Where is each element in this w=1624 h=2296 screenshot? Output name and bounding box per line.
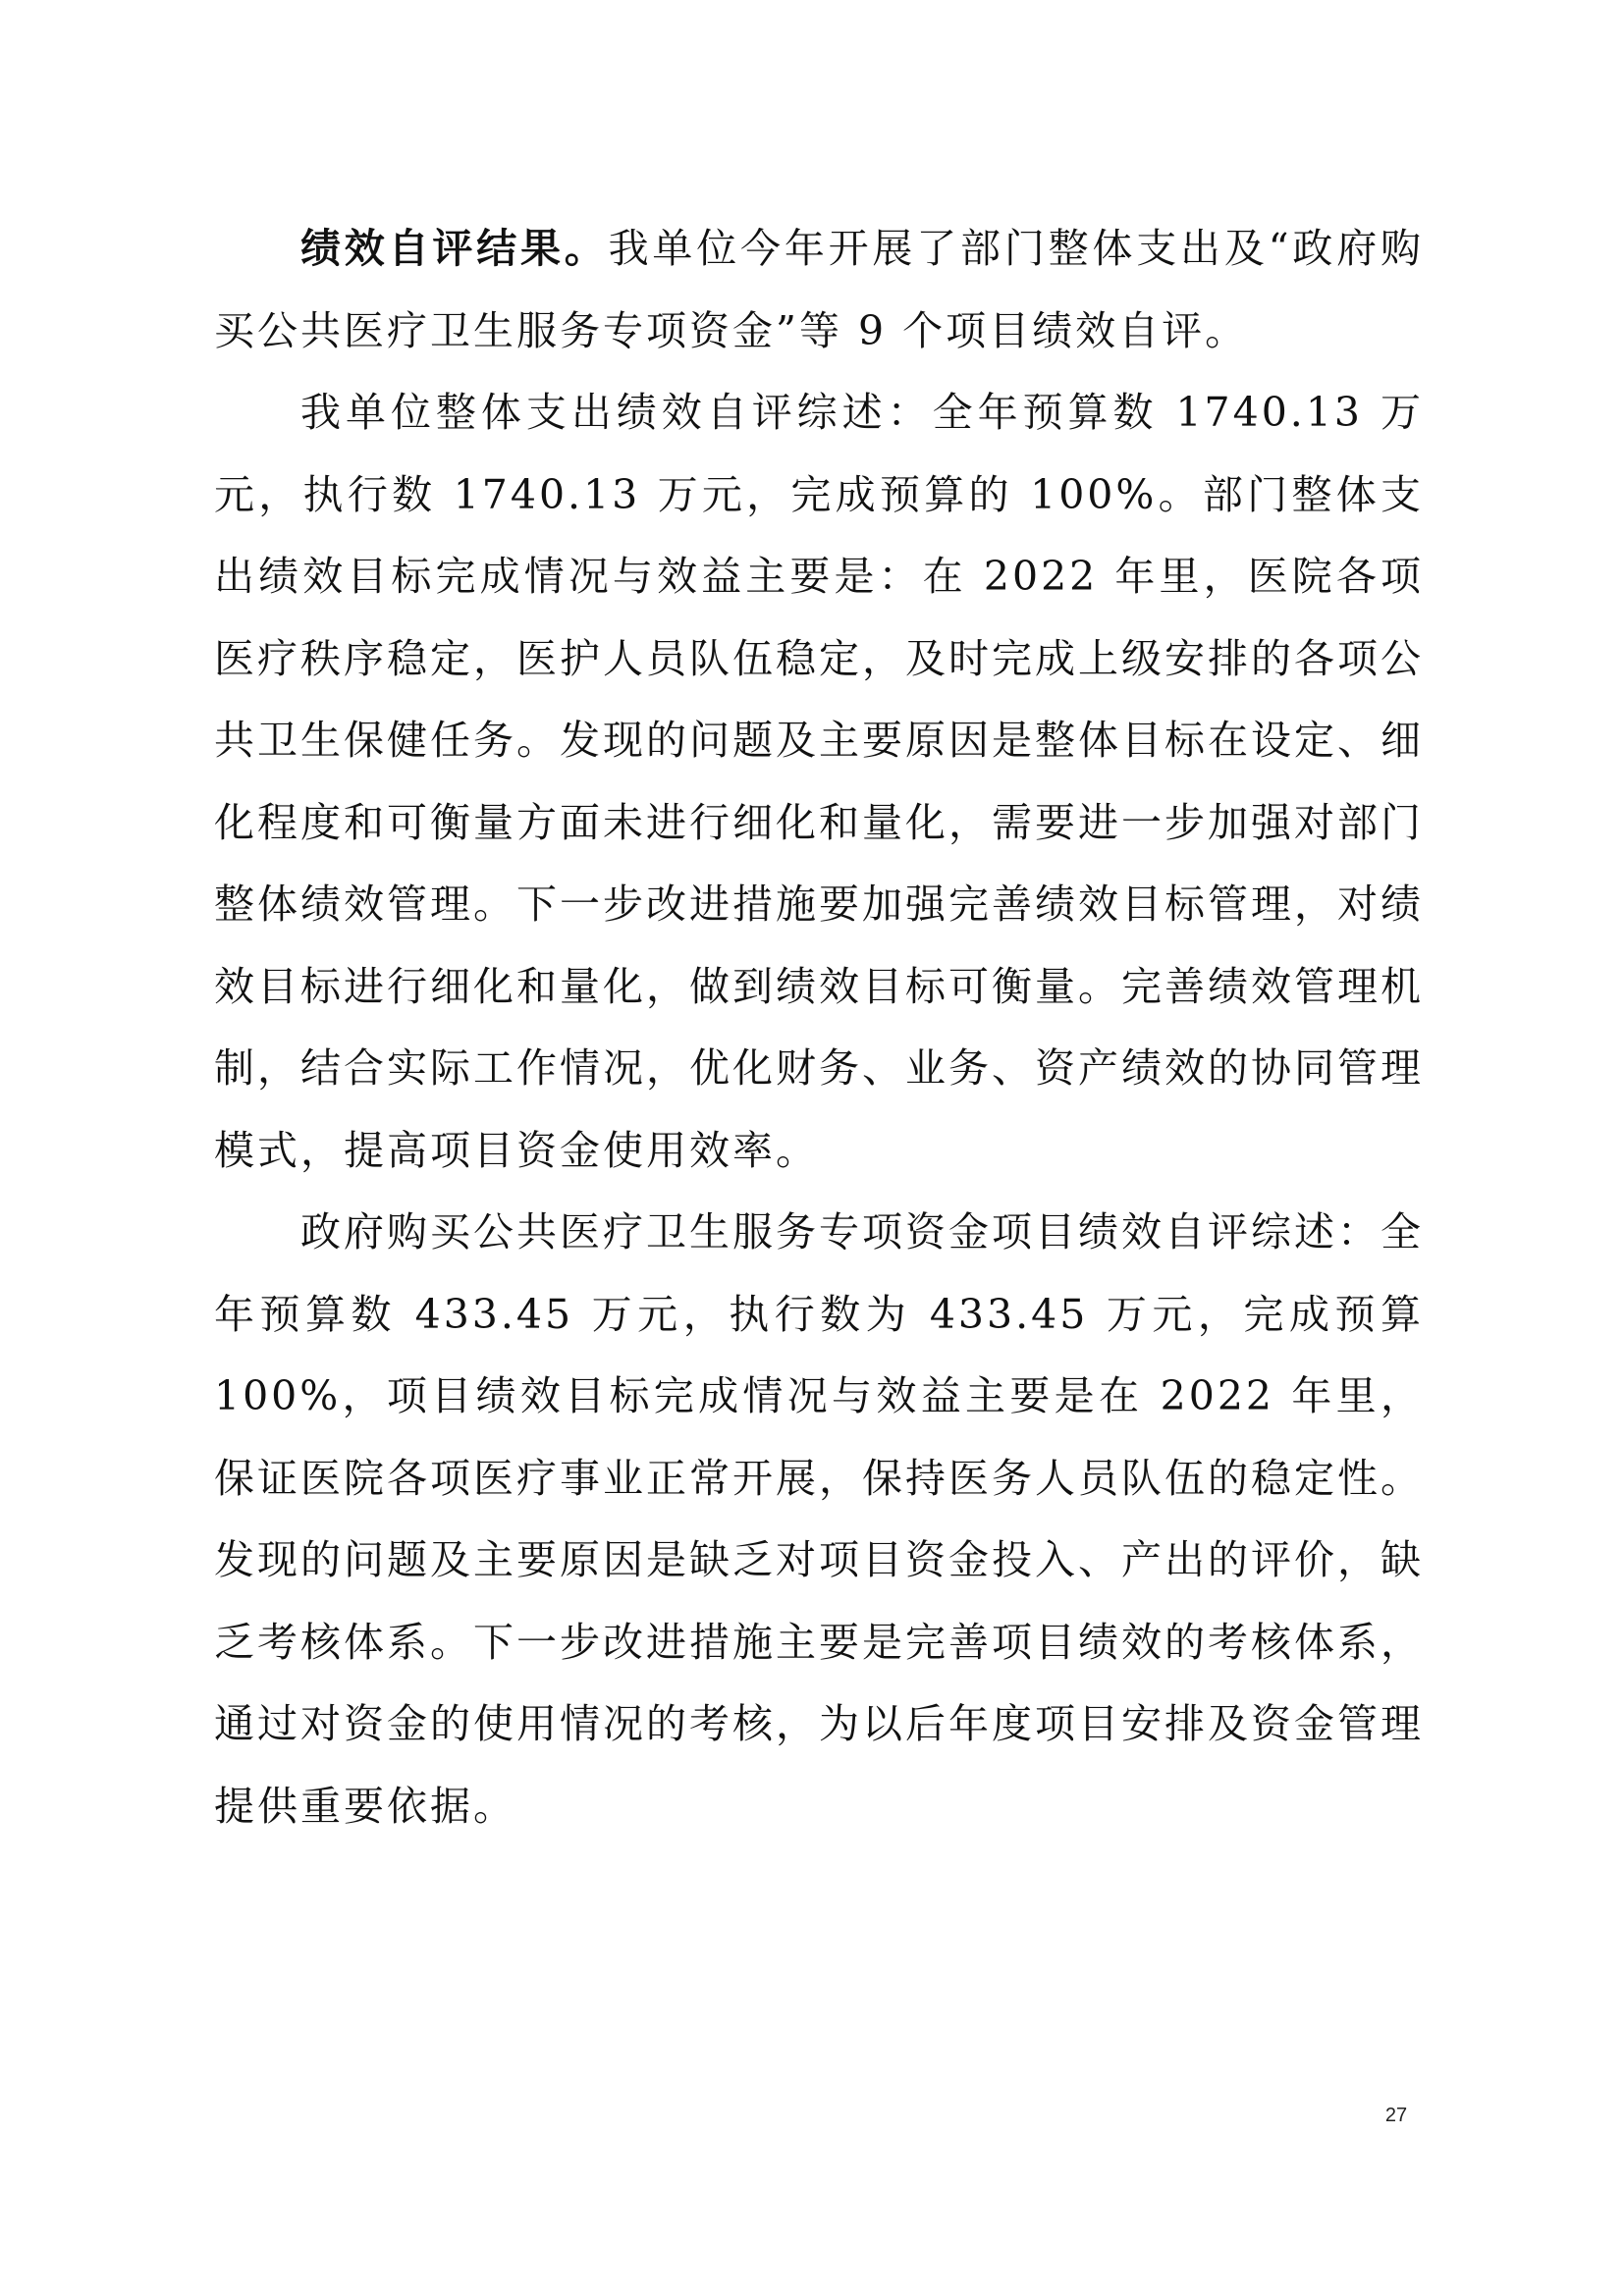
paragraph-self-evaluation-result [214, 208, 1424, 372]
paragraph-special-fund-project: 政府购买公共医疗卫生服务专项资金项目绩效自评综述：全年预算数 433.45 万元，执行数为 433.45 万元，完成预算 100%，项目绩效目标完成情况与效益主要是在 2022 年里，保证医院各项医疗事业正常开展，保持医务人员队伍的稳定性。发现的问题及主要原因是缺乏对项目资金投入、产出的评价，缺乏考核体系。下一步改进措施主要是完善项目绩效的考核体系，通过对资金的使用情况的考核，为以后年度项目安排及资金管理提供重要依据。 [214, 1208, 1424, 1830]
paragraph-text: 我单位今年开展了部门整体支出及“政府购买公共医疗卫生服务专项资金”等 9 个项目绩效自评。 [214, 225, 1424, 354]
page-number: 27 [1384, 2105, 1408, 2126]
body-text [214, 208, 1424, 1847]
paragraph-lead-heading: 绩效自评结果。 [300, 225, 609, 272]
paragraph-overall-expenditure: 我单位整体支出绩效自评综述：全年预算数 1740.13 万元，执行数 1740.13 万元，完成预算的 100%。部门整体支出绩效目标完成情况与效益主要是：在 2022 年里，医院各项医疗秩序稳定，医护人员队伍稳定，及时完成上级安排的各项公共卫生保健任务。发现的问题及主要原因是整体目标在设定、细化程度和可衡量方面未进行细化和量化，需要进一步加强对部门整体绩效管理。下一步改进措施要加强完善绩效目标管理，对绩效目标进行细化和量化，做到绩效目标可衡量。完善绩效管理机制，结合实际工作情况，优化财务、业务、资产绩效的协同管理模式，提高项目资金使用效率。 [214, 389, 1424, 1174]
